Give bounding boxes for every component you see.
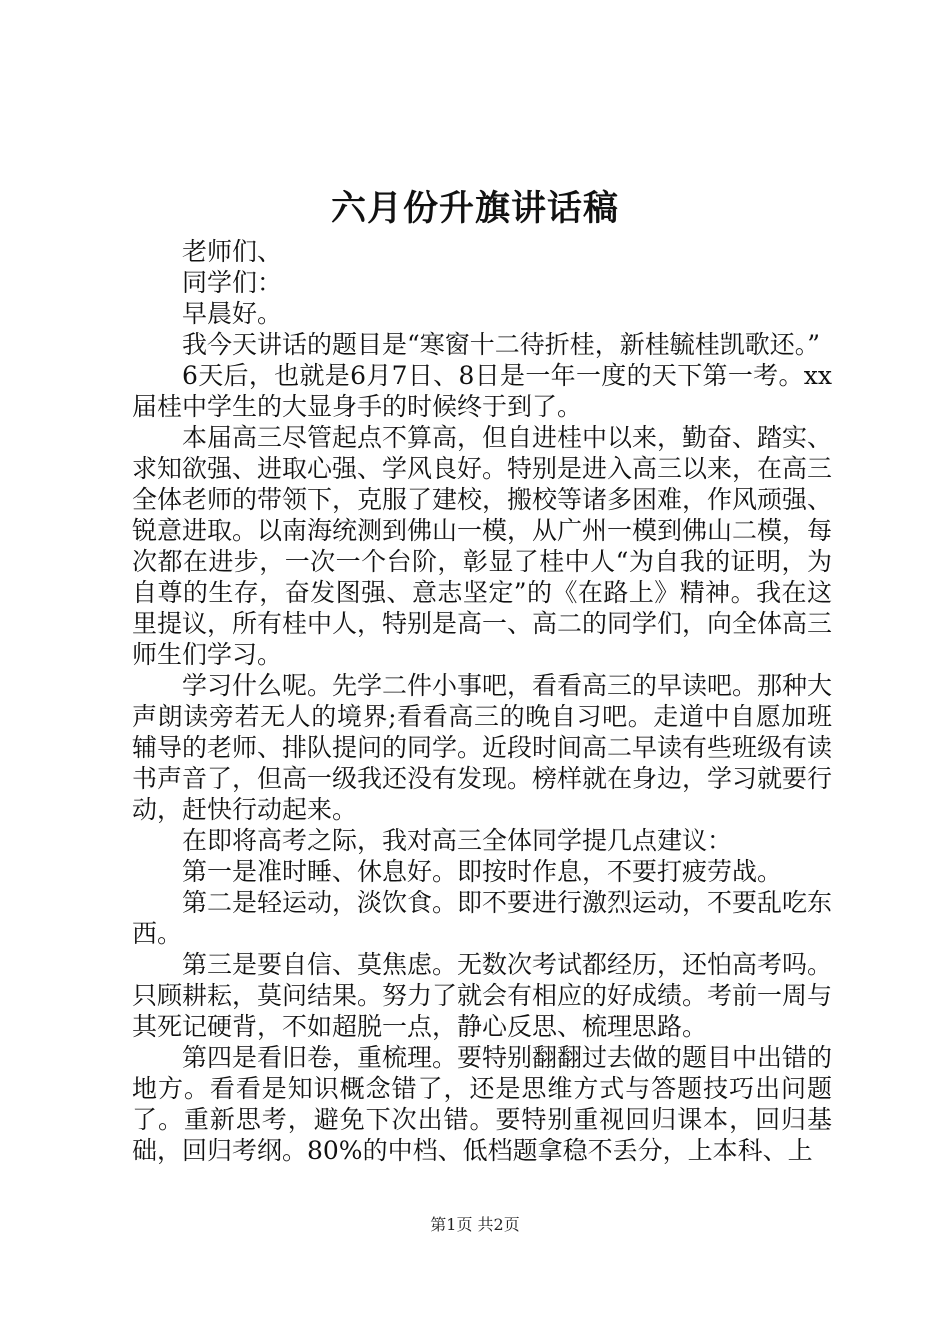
suggestions-intro-paragraph: 在即将高考之际，我对高三全体同学提几点建议： [182,826,733,855]
document-title: 六月份升旗讲话稿 [330,188,619,229]
greeting: 早晨好。 [182,299,283,328]
suggestion-two-paragraph: 第二是轻运动，淡饮食。即不要进行激烈运动，不要乱吃东西。 [132,888,833,948]
suggestion-one-paragraph: 第一是准时睡、休息好。即按时作息，不要打疲劳战。 [182,857,783,886]
document-body [132,236,832,1166]
exam-countdown-paragraph: 6天后，也就是6月7日、8日是一年一度的天下第一考。xx届桂中学生的大显身手的时候终于到了。 [132,361,832,421]
speech-topic-paragraph: 我今天讲话的题目是“寒窗十二待折桂，新桂毓桂凯歌还。” [182,330,821,359]
suggestion-three-paragraph: 第三是要自信、莫焦虑。无数次考试都经历，还怕高考吗。只顾耕耘，莫问结果。努力了就会有相应的好成绩。考前一周与其死记硬背，不如超脱一点，静心反思、梳理思路。 [132,950,833,1041]
senior-class-paragraph: 本届高三尽管起点不算高，但自进桂中以来，勤奋、踏实、求知欲强、进取心强、学风良好。特别是进入高三以来，在高三全体老师的带领下，克服了建校，搬校等诸多困难，作风顽强、锐意进取。以南海统测到佛山一模，从广州一模到佛山二模，每次都在进步，一次一个台阶，彰显了桂中人“为自我的证明，为自尊的生存，奋发图强、意志坚定”的《在路上》精神。我在这里提议，所有桂中人，特别是高一、高二的同学们，向全体高三师生们学习。 [132,423,833,669]
salutation-students: 同学们： [182,268,283,297]
suggestion-four-paragraph: 第四是看旧卷，重梳理。要特别翻翻过去做的题目中出错的地方。看看是知识概念错了，还是思维方式与答题技巧出问题了。重新思考，避免下次出错。要特别重视回归课本，回归基础，回归考纲。80%的中档、低档题拿稳不丢分，上本科、上 [132,1043,833,1165]
page-footer: 第1页 共2页 [430,1215,520,1234]
salutation-teachers: 老师们、 [182,237,283,266]
learning-example-paragraph: 学习什么呢。先学二件小事吧，看看高三的早读吧。那种大声朗读旁若无人的境界;看看高三的晚自习吧。走道中自愿加班辅导的老师、排队提问的同学。近段时间高二早读有些班级有读书声音了，但高一级我还没有发现。榜样就在身边，学习就要行动，赶快行动起来。 [132,671,833,824]
